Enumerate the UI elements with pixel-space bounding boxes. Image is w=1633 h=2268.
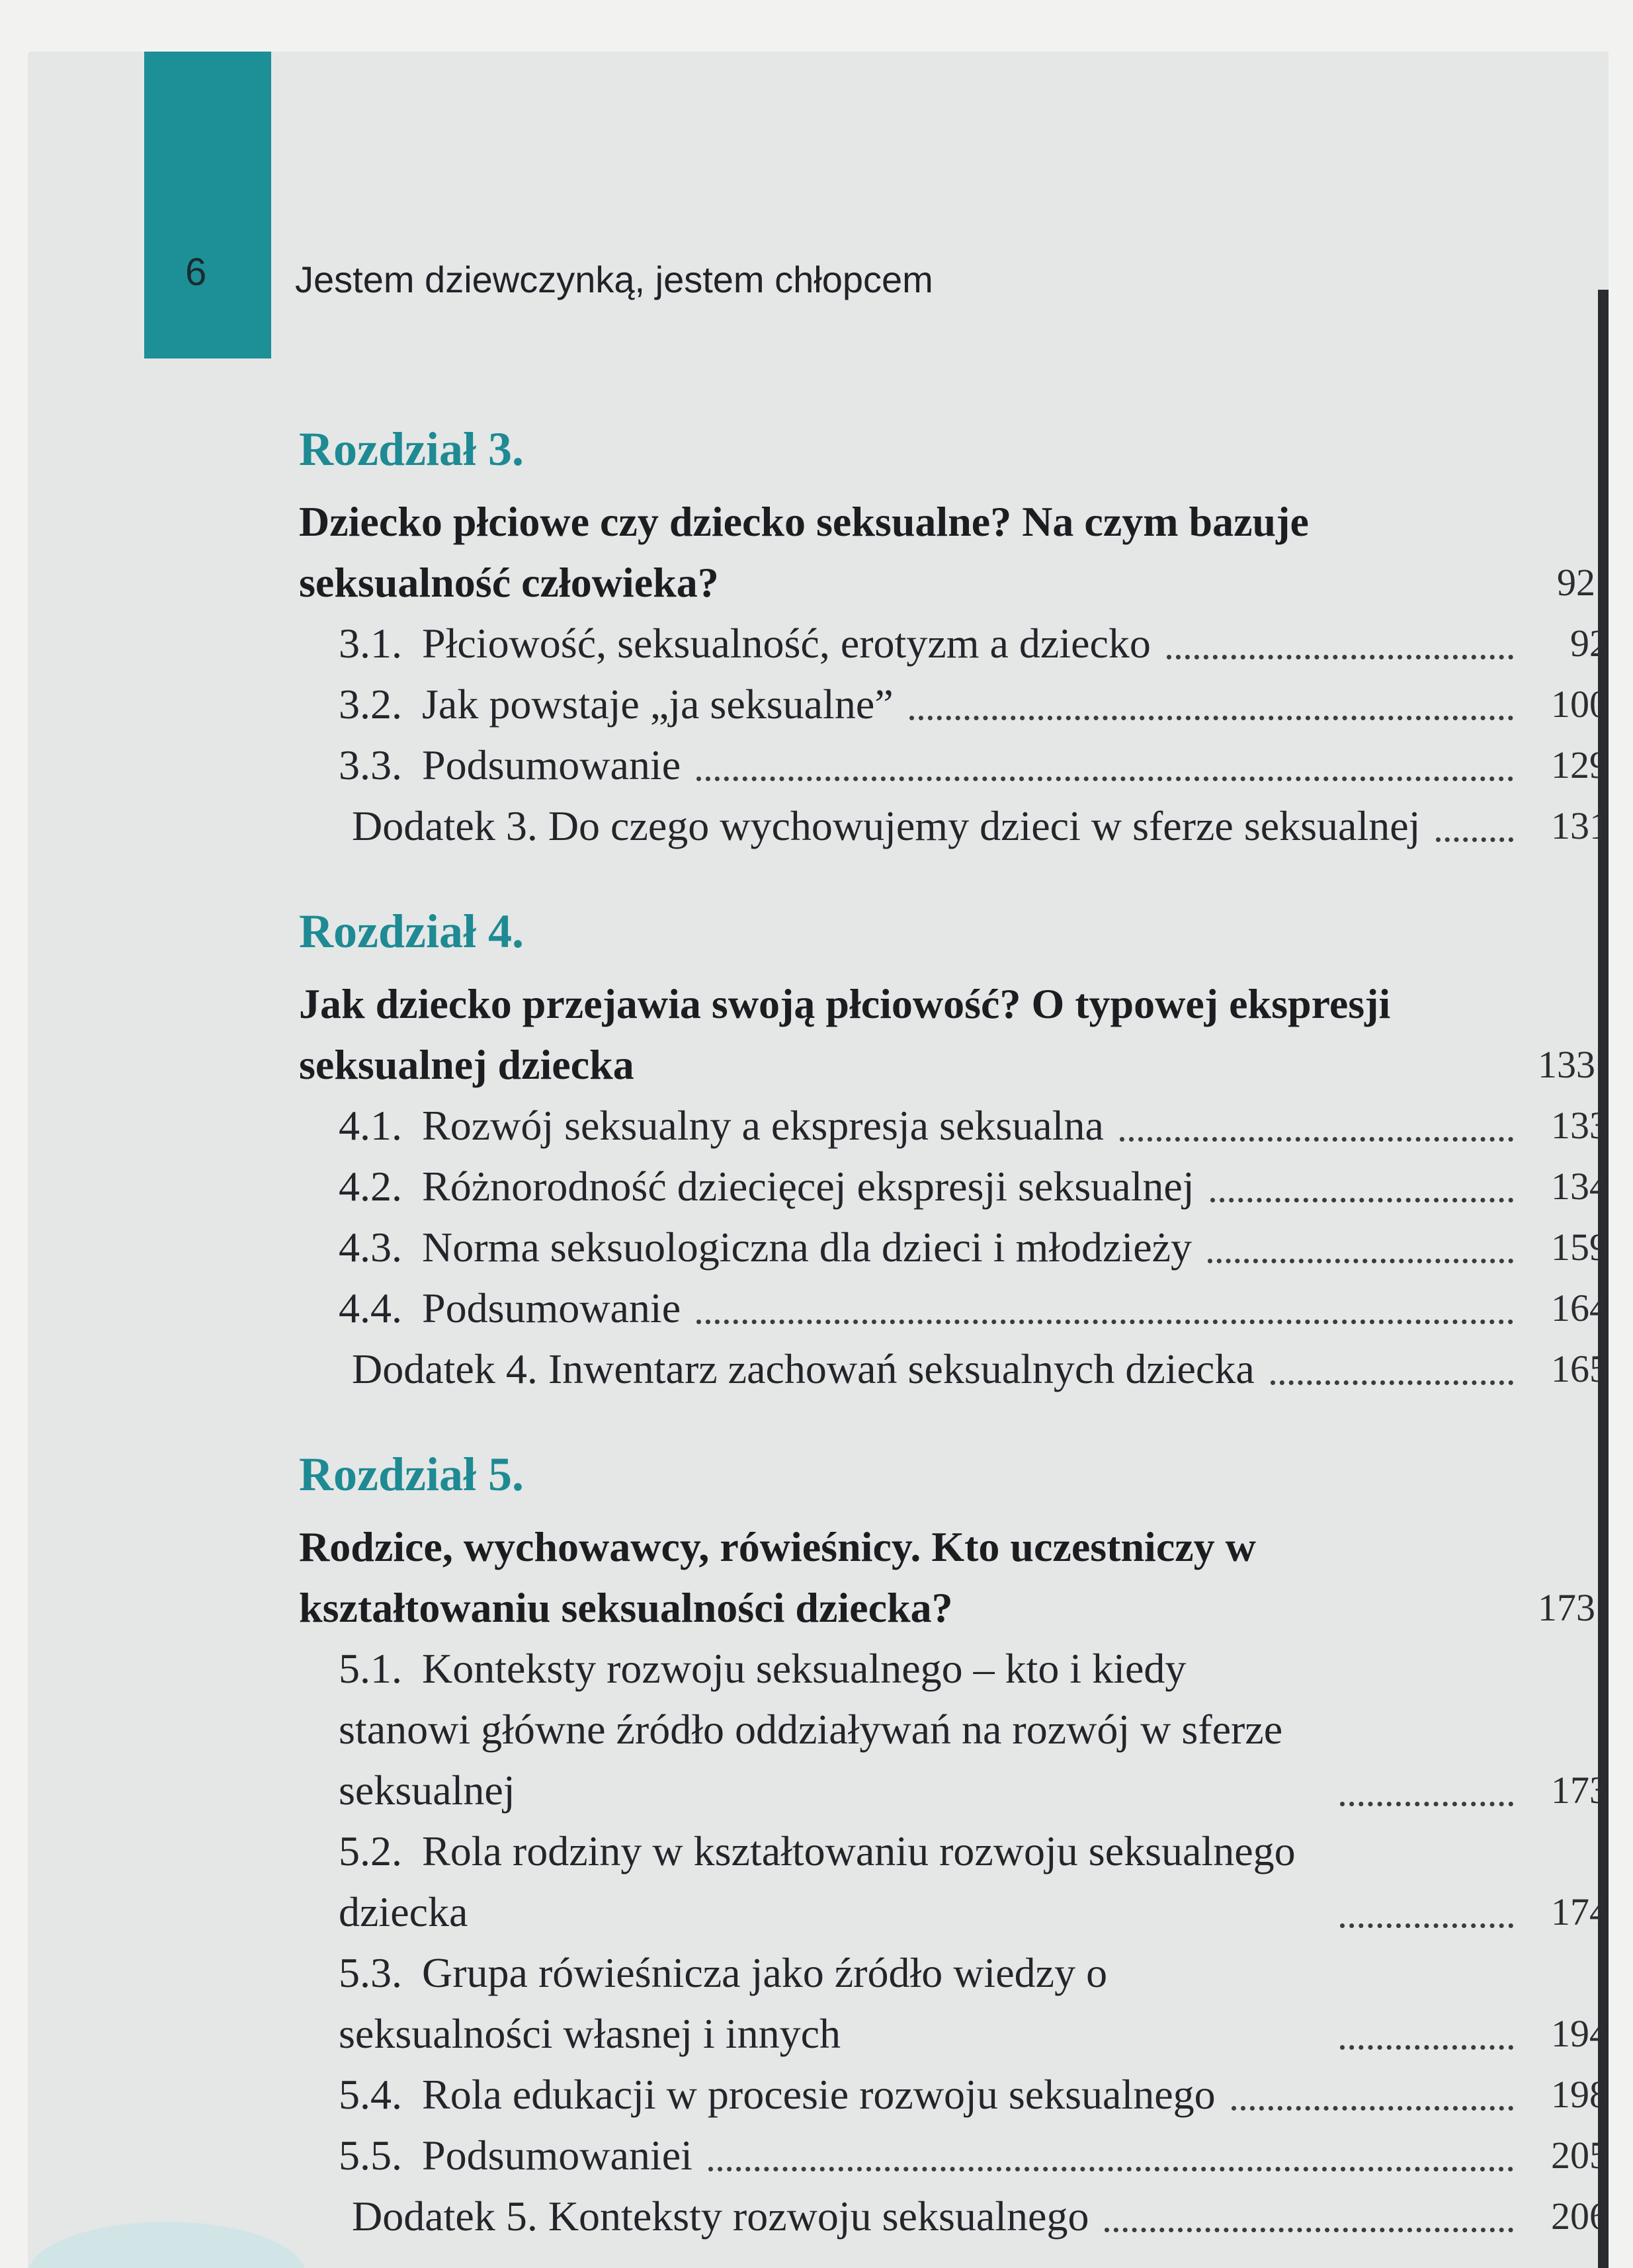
toc-entry[interactable] xyxy=(299,1638,1609,1821)
entry-number: 3.2. xyxy=(339,681,402,728)
entry-number: 4.3. xyxy=(339,1224,402,1271)
entry-text xyxy=(339,1217,1192,1278)
entry-title: Podsumowanie xyxy=(422,1284,681,1331)
entry-page: 165 xyxy=(1551,1347,1609,1390)
dot-leader xyxy=(1340,2045,1513,2050)
entry-page: 131 xyxy=(1551,804,1609,847)
chapter-page: 133 xyxy=(1538,1043,1595,1086)
entry-text xyxy=(339,674,894,735)
entry-text xyxy=(339,613,1151,674)
entry-page: 134 xyxy=(1551,1165,1609,1208)
entry-title: Norma seksuologiczna dla dzieci i młodzieży xyxy=(422,1224,1193,1271)
chapter-title-text: Jak dziecko przejawia swoją płciowość? O typowej ekspresji seksualnej dziecka xyxy=(299,980,1391,1088)
chapter-title[interactable] xyxy=(299,1517,1609,1638)
entry-title: Rola rodziny w kształtowaniu rozwoju seksualnego dziecka xyxy=(339,1827,1296,1935)
chapter-title-text: Dziecko płciowe czy dziecko seksualne? Na czym bazuje seksualność człowieka? xyxy=(299,498,1309,606)
dot-leader xyxy=(696,1320,1513,1324)
dot-leader xyxy=(1167,655,1513,659)
entry-title: Różnorodność dziecięcej ekspresji seksualnej xyxy=(422,1163,1194,1210)
entry-text xyxy=(339,1821,1324,1943)
dot-leader xyxy=(1436,837,1513,842)
entry-page: 133 xyxy=(1551,1104,1609,1147)
entry-title: Rola edukacji w procesie rozwoju seksualnego xyxy=(422,2071,1216,2118)
toc-entry-appendix[interactable] xyxy=(299,796,1609,857)
toc-entry-appendix[interactable] xyxy=(299,2186,1609,2247)
chapter-tab xyxy=(144,52,271,358)
entry-number: 3.1. xyxy=(339,620,402,667)
entry-page: 206 xyxy=(1551,2195,1609,2238)
chapter-3 xyxy=(299,422,1609,857)
entry-title: Jak powstaje „ja seksualne” xyxy=(422,681,894,728)
chapter-4 xyxy=(299,904,1609,1400)
table-of-contents xyxy=(299,422,1609,2268)
toc-entry[interactable] xyxy=(299,735,1609,796)
toc-entry[interactable] xyxy=(299,674,1609,735)
entry-title: Dodatek 3. Do czego wychowujemy dzieci w sferze seksualnej xyxy=(352,802,1421,849)
toc-entry[interactable] xyxy=(299,1943,1609,2064)
chapter-page: 92 xyxy=(1557,561,1595,604)
decorative-shape xyxy=(28,2222,306,2268)
entry-number: 4.4. xyxy=(339,1284,402,1331)
entry-page: 92 xyxy=(1570,622,1609,665)
entry-number: 5.2. xyxy=(339,1827,402,1874)
entry-title: Płciowość, seksualność, erotyzm a dziecko xyxy=(422,620,1151,667)
toc-entry[interactable] xyxy=(299,613,1609,674)
toc-entry[interactable] xyxy=(299,1278,1609,1339)
entry-text xyxy=(339,1278,681,1339)
entry-page: 129 xyxy=(1551,743,1609,786)
page-number: 6 xyxy=(185,251,207,294)
entry-number: 5.5. xyxy=(339,2132,402,2179)
entry-text xyxy=(339,1156,1194,1217)
chapter-label: Rozdział 4. xyxy=(299,905,524,958)
dot-leader xyxy=(1340,1802,1513,1806)
chapter-title[interactable] xyxy=(299,491,1609,613)
chapter-5 xyxy=(299,1447,1609,2247)
entry-number: 5.1. xyxy=(339,1645,402,1692)
dot-leader xyxy=(1232,2106,1513,2111)
chapter-page: 173 xyxy=(1538,1586,1595,1629)
dot-leader xyxy=(1208,1259,1513,1263)
entry-number: 4.1. xyxy=(339,1102,402,1149)
chapter-label: Rozdział 3. xyxy=(299,423,524,476)
entry-title: Dodatek 5. Konteksty rozwoju seksualnego xyxy=(352,2193,1089,2240)
dot-leader xyxy=(1271,1380,1513,1385)
entry-page: 159 xyxy=(1551,1226,1609,1269)
dot-leader xyxy=(708,2167,1513,2171)
entry-text xyxy=(339,2125,692,2186)
running-title: Jestem dziewczynką, jestem chłopcem xyxy=(295,259,933,300)
entry-page: 164 xyxy=(1551,1286,1609,1329)
dot-leader xyxy=(1340,1923,1513,1928)
chapter-title-text: Rodzice, wychowawcy, rówieśnicy. Kto uczestniczy w kształtowaniu seksualności dziecka? xyxy=(299,1523,1256,1631)
entry-text xyxy=(339,2064,1216,2125)
dot-leader xyxy=(909,716,1513,720)
entry-text xyxy=(339,735,681,796)
book-page xyxy=(28,52,1609,2268)
entry-page: 173 xyxy=(1551,1769,1609,1812)
entry-number: 5.3. xyxy=(339,1949,402,1996)
entry-title: Konteksty rozwoju seksualnego – kto i kiedy stanowi główne źródło oddziaływań na rozwój w sferze seksualnej xyxy=(339,1645,1283,1814)
entry-title: Grupa rówieśnicza jako źródło wiedzy o seksualności własnej i innych xyxy=(339,1949,1108,2057)
toc-entry[interactable] xyxy=(299,1156,1609,1217)
entry-text xyxy=(339,1095,1104,1156)
toc-entry[interactable] xyxy=(299,1821,1609,1943)
entry-page: 205 xyxy=(1551,2134,1609,2177)
chapter-title[interactable] xyxy=(299,974,1609,1095)
entry-number: 3.3. xyxy=(339,741,402,788)
toc-entry[interactable] xyxy=(299,1217,1609,1278)
entry-number: 4.2. xyxy=(339,1163,402,1210)
entry-page: 198 xyxy=(1551,2073,1609,2116)
dot-leader xyxy=(1120,1137,1513,1142)
chapter-label: Rozdział 5. xyxy=(299,1448,524,1501)
entry-title: Podsumowanie xyxy=(422,741,681,788)
entry-text xyxy=(339,1638,1324,1821)
dot-leader xyxy=(696,777,1513,781)
toc-entry-appendix[interactable] xyxy=(299,1339,1609,1400)
toc-entry[interactable] xyxy=(299,2125,1609,2186)
entry-text xyxy=(339,1943,1324,2064)
entry-title: Dodatek 4. Inwentarz zachowań seksualnych dziecka xyxy=(352,1345,1255,1392)
dot-leader xyxy=(1210,1198,1513,1202)
toc-entry[interactable] xyxy=(299,2064,1609,2125)
entry-title: Rozwój seksualny a ekspresja seksualna xyxy=(422,1102,1104,1149)
entry-page: 100 xyxy=(1551,683,1609,726)
entry-number: 5.4. xyxy=(339,2071,402,2118)
dot-leader xyxy=(1105,2228,1513,2232)
entry-page: 194 xyxy=(1551,2012,1609,2055)
toc-entry[interactable] xyxy=(299,1095,1609,1156)
entry-title: Podsumowaniei xyxy=(422,2132,692,2179)
entry-page: 174 xyxy=(1551,1890,1609,1933)
